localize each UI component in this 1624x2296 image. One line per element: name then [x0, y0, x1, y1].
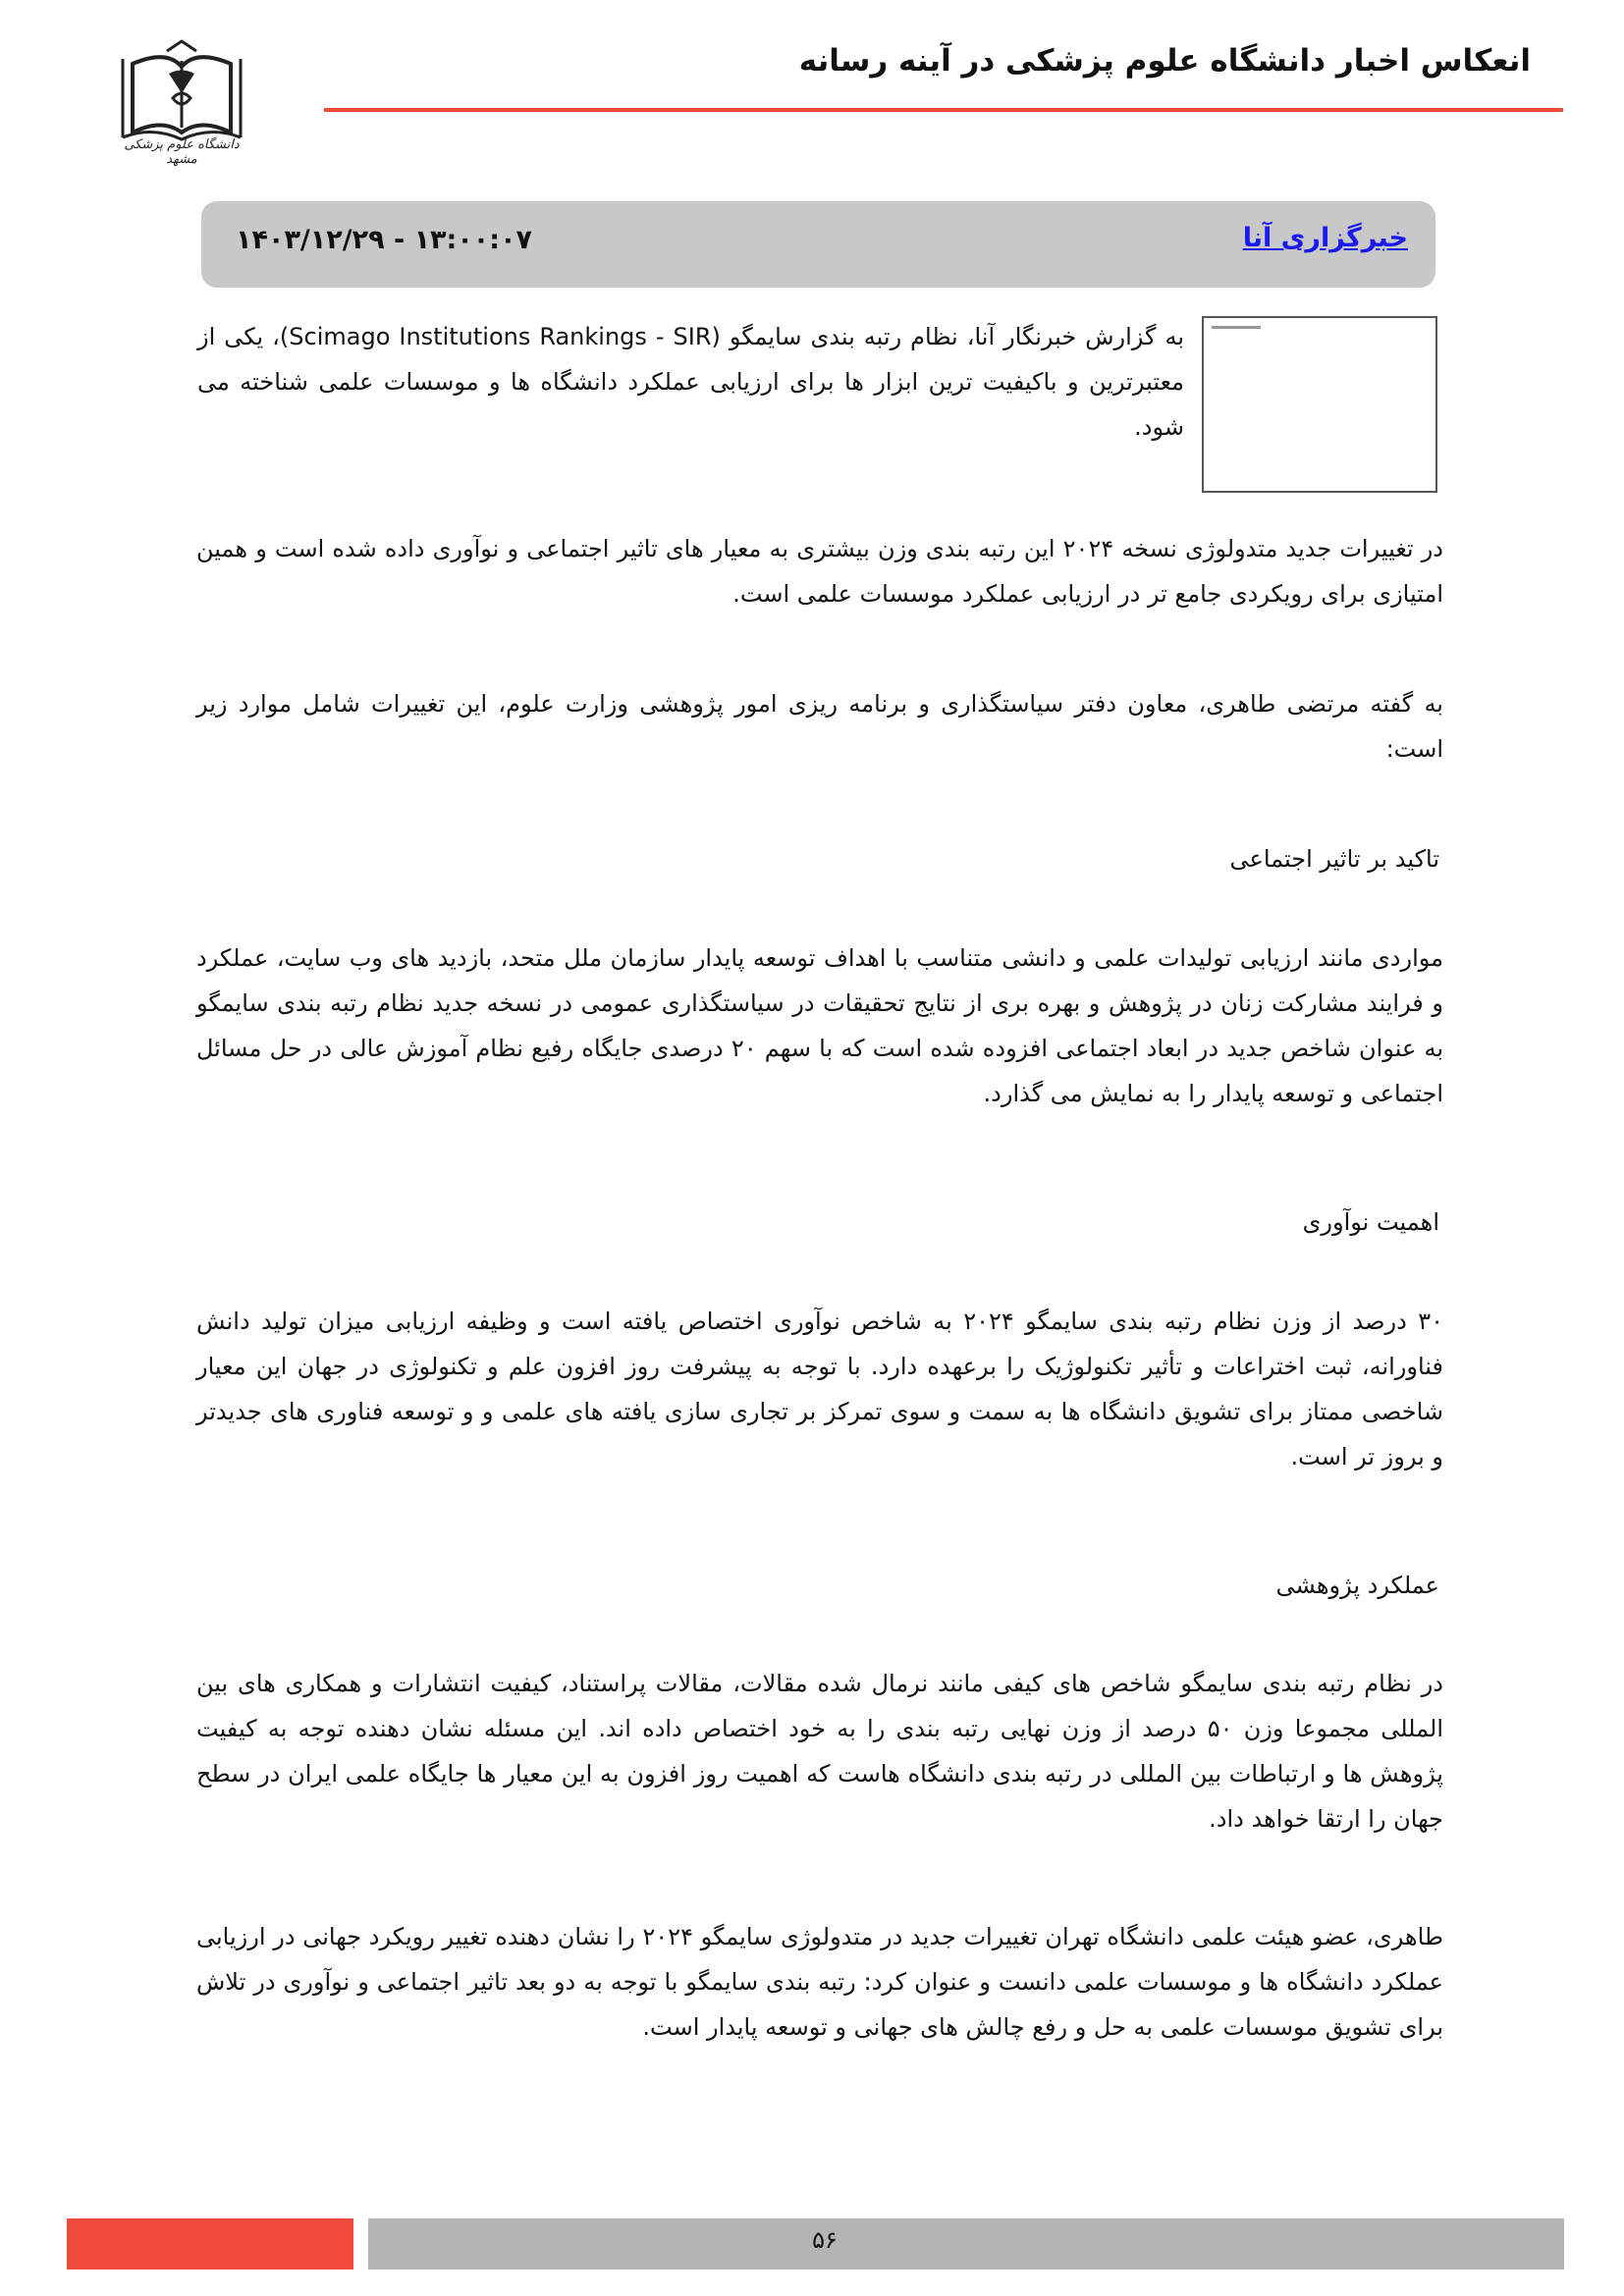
university-logo — [108, 39, 255, 172]
heading-innovation: اهمیت نوآوری — [1302, 1208, 1439, 1236]
source-link[interactable]: خبرگزاری آنا — [1242, 223, 1408, 253]
paragraph-social-impact: مواردی مانند ارزیابی تولیدات علمی و دانشی متناسب با اهداف توسعه پایدار سازمان ملل متحد، بازدید های وب سایت، عملکرد و فرایند مشارکت زنان در پژوهش و بهره بری از نتایج تحقیقات در سیاستگذاری عمومی در نسخه جدید نظام رتبه بندی سایمگو به عنوان شاخص جدید در ابعاد اجتماعی افزوده شده است که با سهم ۲۰ درصدی جایگاه رفیع نظام آموزش عالی در حل مسائل اجتماعی و توسعه پایدار را به نمایش می گذارد. — [196, 944, 1444, 1107]
article-thumbnail — [1202, 316, 1437, 493]
footer-gray-bar — [368, 2218, 1564, 2269]
logo-text: دانشگاه علوم پزشکی مشهد — [124, 137, 240, 167]
paragraph-conclusion: طاهری، عضو هیئت علمی دانشگاه تهران تغییرات جدید در متدولوژی سایمگو ۲۰۲۴ را نشان دهنده تغییر رویکرد جهانی در ارزیابی عملکرد دانشگاه ها و موسسات علمی دانست و عنوان کرد: رتبه بندی سایمگو با توجه به دو بعد تاثیر اجتماعی و نوآوری در تلاش برای تشویق موسسات علمی به حل و رفع چالش های جهانی و توسعه پایدار است. — [196, 1923, 1444, 2041]
intro-paragraph: به گزارش خبرنگار آنا، نظام رتبه بندی سایمگو (Scimago Institutions Rankings - SIR)، یکی از معتبرترین و باکیفیت ترین ابزار ها برای ارزیابی عملکرد دانشگاه ها و موسسات علمی شناخته می شود. — [197, 323, 1184, 441]
source-bar — [201, 201, 1435, 288]
page-title: انعکاس اخبار دانشگاه علوم پزشکی در آینه رسانه — [798, 43, 1531, 79]
paragraph-innovation: ۳۰ درصد از وزن نظام رتبه بندی سایمگو ۲۰۲۴ به شاخص نوآوری اختصاص یافته است و وظیفه ارزیابی میزان تولید دانش فناورانه، ثبت اختراعات و تأثیر تکنولوژیک را برعهده دارد. با توجه به پیشرفت روز افزون علم و تکنولوژی در جهان این معیار شاخصی ممتاز برای تشویق دانشگاه ها به سمت و سوی تمرکز بر تجاری سازی یافته های علمی و و توسعه فناوری های جدیدتر و بروز تر است. — [196, 1308, 1443, 1470]
page-number: ۵۶ — [812, 2226, 838, 2254]
paragraph-official: به گفته مرتضی طاهری، معاون دفتر سیاستگذاری و برنامه ریزی امور پژوهشی وزارت علوم، این تغییرات شامل موارد زیر است: — [196, 690, 1443, 763]
heading-research: عملکرد پژوهشی — [1275, 1572, 1439, 1599]
thumbnail-placeholder — [1212, 326, 1261, 329]
footer-red-bar — [67, 2218, 353, 2269]
paragraph-methodology: در تغییرات جدید متدولوژی نسخه ۲۰۲۴ این رتبه بندی وزن بیشتری به معیار های تاثیر اجتماعی و نوآوری داده شده است و همین امتیازی برای رویکردی جامع تر در ارزیابی عملکرد موسسات علمی است. — [196, 535, 1443, 608]
paragraph-research: در نظام رتبه بندی سایمگو شاخص های کیفی مانند نرمال شده مقالات، مقالات پراستناد، کیفیت انتشارات و همکاری های بین المللی مجموعا وزن ۵۰ درصد از وزن نهایی رتبه بندی را به خود اختصاص داده اند. این مسئله نشان دهنده توجه به کیفیت پژوهش ها و ارتباطات بین المللی در رتبه بندی دانشگاه هاست که اهمیت روز افزون به این معیار ها جایگاه علمی ایران در سطح جهان را ارتقا خواهد داد. — [196, 1670, 1443, 1833]
header-rule — [324, 108, 1563, 112]
heading-social-impact: تاکید بر تاثیر اجتماعی — [1229, 845, 1439, 873]
source-date: ۱۴۰۳/۱۲/۲۹ - ۱۳:۰۰:۰۷ — [236, 225, 533, 255]
